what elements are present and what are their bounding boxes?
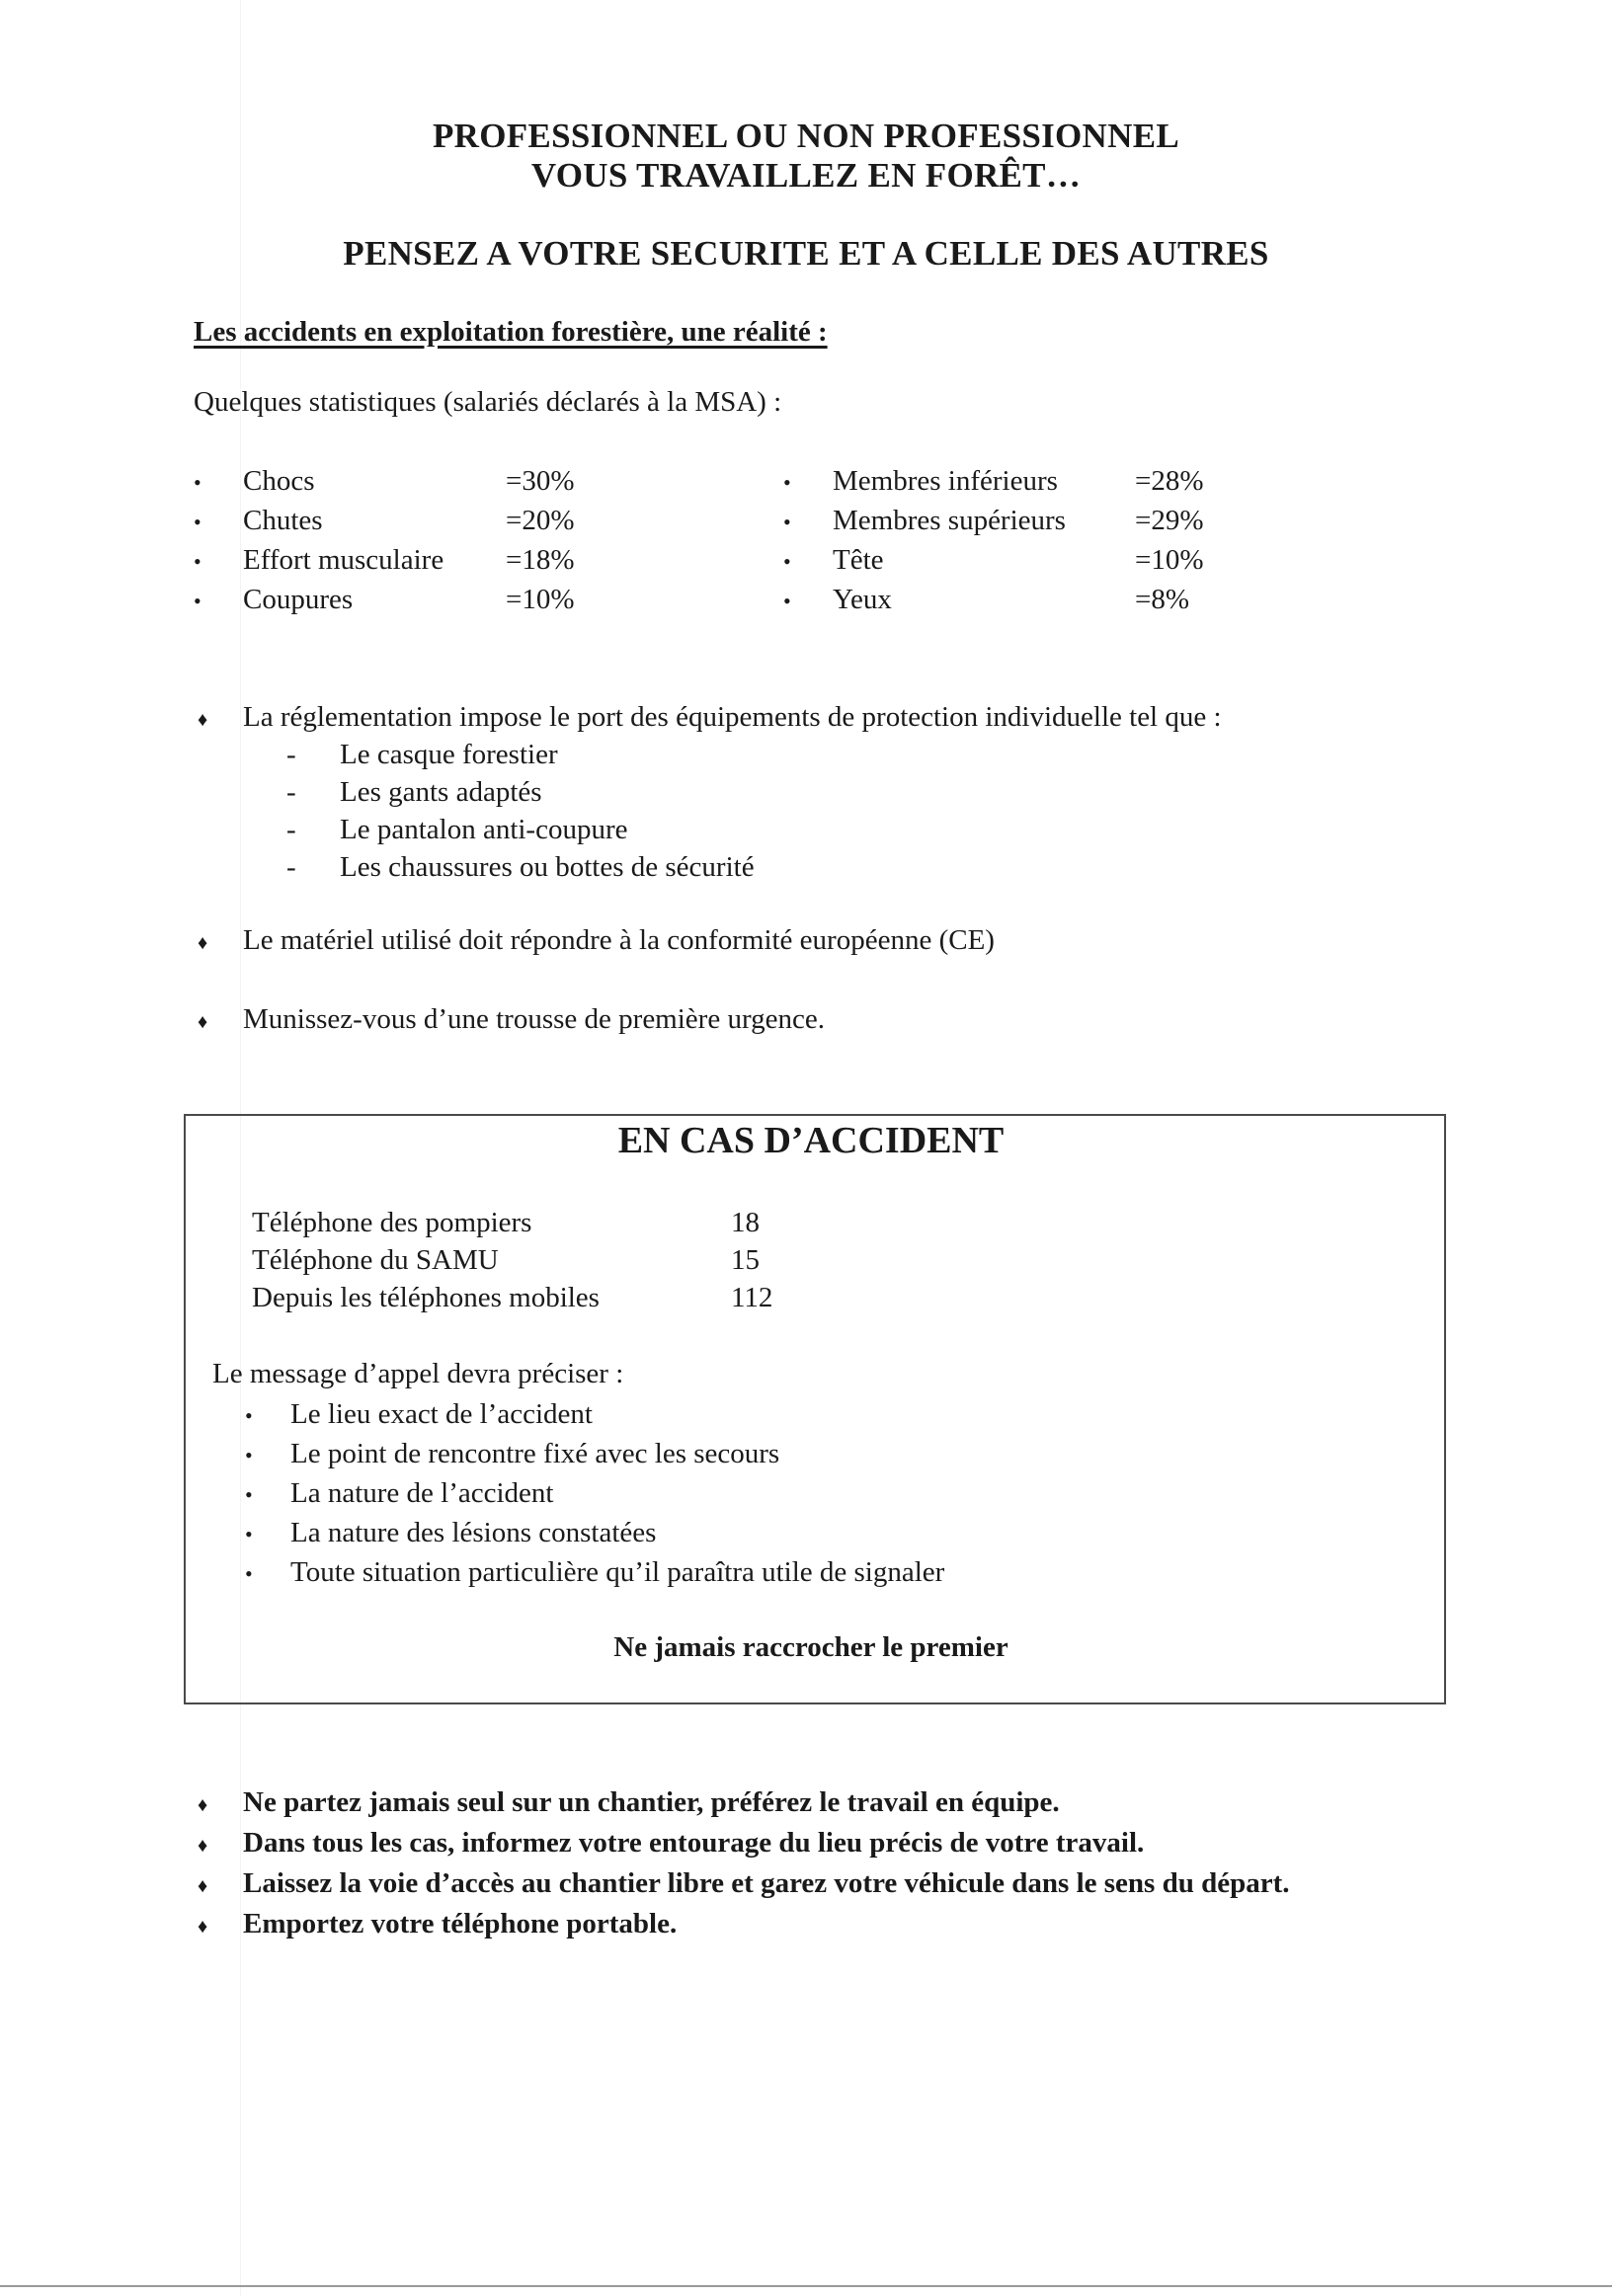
stat-label: Coupures: [243, 584, 354, 615]
phone-row: [252, 1204, 772, 1241]
statistics-intro: Quelques statistiques (salariés déclarés à la MSA) :: [194, 386, 782, 418]
accidents-heading: Les accidents en exploitation forestière, une réalité :: [194, 316, 828, 348]
bullet-icon: •: [245, 1522, 253, 1546]
message-item: La nature des lésions constatées: [290, 1517, 657, 1548]
bottom-rule: [0, 2285, 1612, 2287]
diamond-bullet-icon: ♦: [198, 709, 208, 731]
list-item: [245, 1473, 944, 1513]
bullet-icon: •: [783, 510, 791, 534]
equipment-item: Le pantalon anti-coupure: [340, 814, 628, 845]
emergency-phone-list: [252, 1204, 772, 1316]
regulation-text: La réglementation impose le port des équipements de protection individuelle tel que :: [243, 701, 1222, 733]
title-line-2: VOUS TRAVAILLEZ EN FORÊT…: [530, 156, 1082, 195]
dash-bullet-icon: -: [286, 739, 296, 770]
advice-text: Laissez la voie d’accès au chantier libre et garez votre véhicule dans le sens du départ.: [243, 1867, 1290, 1899]
bullet-icon: •: [194, 510, 202, 534]
bullet-icon: •: [245, 1482, 253, 1507]
bullet-icon: •: [245, 1561, 253, 1586]
diamond-bullet-icon: ♦: [198, 1835, 208, 1857]
message-intro: Le message d’appel devra préciser :: [212, 1358, 624, 1389]
stat-value: =20%: [506, 505, 575, 536]
list-item: [245, 1513, 944, 1552]
equipment-item: Le casque forestier: [340, 739, 558, 770]
stat-value: =29%: [1135, 505, 1204, 536]
injured-body-parts-list: [783, 461, 1204, 619]
bullet-icon: •: [194, 470, 202, 495]
bullet-icon: •: [194, 589, 202, 613]
list-item: [194, 580, 575, 619]
list-item: [194, 501, 575, 540]
message-item: Toute situation particulière qu’il paraîtra utile de signaler: [290, 1556, 945, 1588]
ce-compliance-item: [198, 922, 995, 962]
dash-bullet-icon: -: [286, 851, 296, 883]
emergency-title-text: EN CAS D’ACCIDENT: [617, 1120, 1005, 1161]
list-item: [783, 461, 1204, 501]
list-item: [783, 501, 1204, 540]
bullet-icon: •: [245, 1443, 253, 1467]
dash-bullet-icon: -: [286, 776, 296, 808]
diamond-bullet-icon: ♦: [198, 1794, 208, 1816]
list-item: [245, 1434, 944, 1473]
list-item: [198, 1824, 1363, 1864]
title-line-3: PENSEZ A VOTRE SECURITE ET A CELLE DES AUTRES: [343, 234, 1269, 273]
list-item: [245, 1394, 944, 1434]
stat-label: Chocs: [243, 465, 315, 497]
list-item: [198, 1864, 1363, 1905]
phone-row: [252, 1279, 772, 1316]
phone-label: Téléphone des pompiers: [252, 1207, 532, 1238]
equipment-item: Les chaussures ou bottes de sécurité: [340, 851, 755, 883]
advice-text: Ne partez jamais seul sur un chantier, préférez le travail en équipe.: [243, 1786, 1060, 1818]
accident-causes-list: [194, 461, 575, 619]
bullet-icon: •: [783, 549, 791, 574]
phone-number: 112: [731, 1282, 773, 1313]
list-item: [286, 773, 755, 811]
bullet-icon: •: [194, 549, 202, 574]
phone-number: 15: [731, 1244, 760, 1276]
equipment-item: Les gants adaptés: [340, 776, 542, 808]
bullet-icon: •: [783, 470, 791, 495]
stat-value: =28%: [1135, 465, 1204, 497]
list-item: [198, 1905, 1363, 1945]
stat-value: =10%: [506, 584, 575, 615]
diamond-bullet-icon: ♦: [198, 1875, 208, 1897]
equipment-list: [286, 736, 755, 886]
stat-label: Effort musculaire: [243, 544, 444, 576]
regulation-item: [198, 699, 1222, 739]
emergency-title: [0, 1118, 1612, 1163]
list-item: [286, 848, 755, 886]
first-aid-item: [198, 1001, 825, 1041]
phone-label: Depuis les téléphones mobiles: [252, 1282, 600, 1313]
stat-label: Tête: [833, 544, 884, 576]
diamond-bullet-icon: ♦: [198, 1011, 208, 1033]
list-item: [783, 540, 1204, 580]
list-item: [245, 1552, 944, 1592]
list-item: [286, 811, 755, 848]
call-message-list: [245, 1394, 944, 1592]
message-item: La nature de l’accident: [290, 1477, 554, 1509]
phone-label: Téléphone du SAMU: [252, 1244, 499, 1276]
emergency-footer-text: Ne jamais raccrocher le premier: [613, 1631, 1008, 1663]
list-item: [198, 1783, 1363, 1824]
diamond-bullet-icon: ♦: [198, 932, 208, 954]
stat-value: =8%: [1135, 584, 1190, 615]
ce-compliance-text: Le matériel utilisé doit répondre à la conformité européenne (CE): [243, 924, 995, 956]
list-item: [286, 736, 755, 773]
stat-label: Yeux: [833, 584, 892, 615]
message-item: Le point de rencontre fixé avec les secours: [290, 1438, 780, 1469]
stat-value: =10%: [1135, 544, 1204, 576]
phone-row: [252, 1241, 772, 1279]
advice-text: Dans tous les cas, informez votre entourage du lieu précis de votre travail.: [243, 1827, 1145, 1859]
phone-number: 18: [731, 1207, 760, 1238]
diamond-bullet-icon: ♦: [198, 1916, 208, 1938]
stat-label: Membres supérieurs: [833, 505, 1066, 536]
list-item: [194, 540, 575, 580]
dash-bullet-icon: -: [286, 814, 296, 845]
message-item: Le lieu exact de l’accident: [290, 1398, 593, 1430]
safety-advice-list: [198, 1783, 1363, 1945]
stat-label: Chutes: [243, 505, 323, 536]
title-line-1: PROFESSIONNEL OU NON PROFESSIONNEL: [432, 117, 1180, 155]
stat-label: Membres inférieurs: [833, 465, 1058, 497]
stat-value: =30%: [506, 465, 575, 497]
stat-value: =18%: [506, 544, 575, 576]
list-item: [194, 461, 575, 501]
bullet-icon: •: [783, 589, 791, 613]
bullet-icon: •: [245, 1403, 253, 1428]
list-item: [783, 580, 1204, 619]
advice-text: Emportez votre téléphone portable.: [243, 1908, 678, 1940]
first-aid-text: Munissez-vous d’une trousse de première urgence.: [243, 1003, 825, 1035]
emergency-footer: [0, 1629, 1612, 1665]
